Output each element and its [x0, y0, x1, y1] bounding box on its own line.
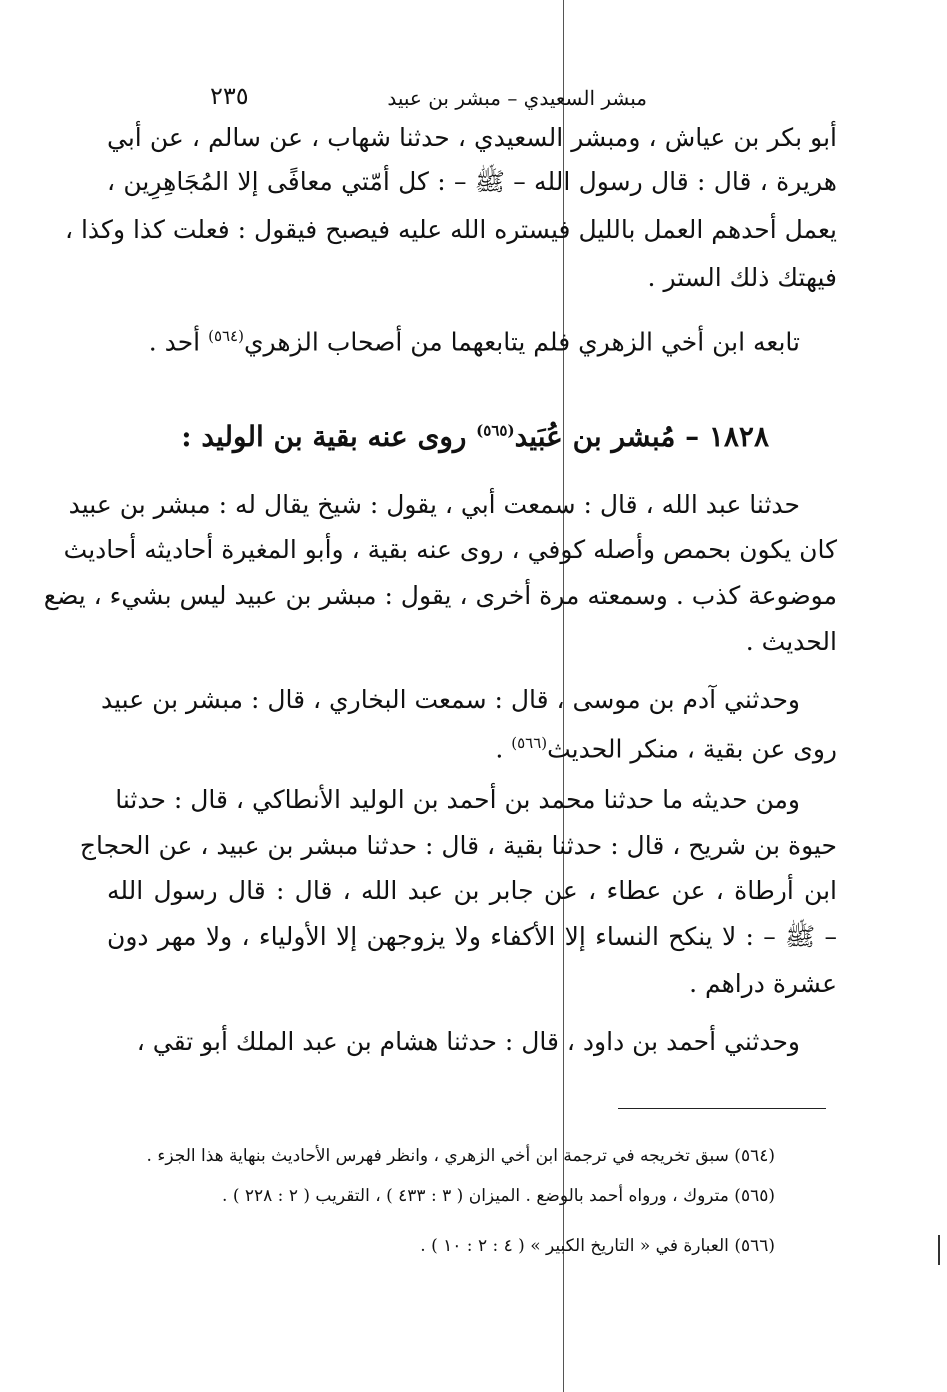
para4-text: روى عن بقية ، منكر الحديث [547, 734, 837, 764]
para3-line-3: موضوعة كذب . وسمعته مرة أخرى ، يقول : مبشر بن عبيد ليس بشيء ، يضع [43, 581, 837, 610]
para2-line [149, 316, 800, 362]
entry-heading [181, 420, 769, 453]
entry-dash: – [675, 420, 709, 453]
para1-line-1: أبو بكر بن عياش ، ومبشر السعيدي ، حدثنا شهاب ، عن سالم ، عن أبي [107, 123, 837, 152]
para4-line-1: وحدثني آدم بن موسى ، قال : سمعت البخاري ، قال : مبشر بن عبيد [101, 685, 800, 714]
footnote-ref-564: (٥٦٤) [208, 327, 244, 345]
para3-line-4: الحديث . [745, 627, 837, 656]
para4-line-2 [495, 723, 837, 769]
para5-line-5: عشرة دراهم . [689, 969, 837, 998]
running-title: مبشر السعيدي – مبشر بن عبيد [387, 86, 647, 110]
para3-line-2: كان يكون بحمص وأصله كوفي ، روى عنه بقية ، وأبو المغيرة أحاديثه أحاديث [63, 535, 837, 564]
para5-line-4: – ﷺ – : لا ينكح النساء إلا الأكفاء ولا يزوجهن إلا الأولياء ، ولا مهر دون [107, 922, 837, 951]
para2-text: تابعه ابن أخي الزهري فلم يتابعهما من أصحاب الزهري [243, 327, 800, 357]
scan-edge-mark [938, 1235, 940, 1265]
para1-line-3: يعمل أحدهم العمل بالليل فيستره الله عليه فيصبح فيقول : فعلت كذا وكذا ، [64, 215, 837, 244]
footnote-ref-565: (٥٦٥) [476, 421, 515, 440]
para1-line-4: فيهتك ذلك الستر . [647, 263, 837, 292]
footnote-565: (٥٦٥) متروك ، ورواه أحمد بالوضع . الميزان ( ٣ : ٤٣٣ ) ، التقريب ( ٢ : ٢٢٨ ) . [222, 1186, 775, 1206]
para5-line-1: ومن حديثه ما حدثنا محمد بن أحمد بن الوليد الأنطاكي ، قال : حدثنا [115, 785, 800, 814]
para5-line-3: ابن أرطاة ، عن عطاء ، عن جابر بن عبد الله ، قال : قال رسول الله [107, 876, 837, 905]
entry-name: مُبشر بن عُبَيد [514, 420, 676, 453]
para3-line-1: حدثنا عبد الله ، قال : سمعت أبي ، يقول : شيخ يقال له : مبشر بن عبيد [68, 490, 800, 519]
para5-line-2: حيوة بن شريح ، قال : حدثنا بقية ، قال : حدثنا مبشر بن عبيد ، عن الحجاج [79, 831, 837, 860]
para2-text-end: أحد . [148, 327, 209, 357]
para1-line-2: هريرة ، قال : قال رسول الله – ﷺ – : كل أمّتي معافًى إلا المُجَاهِرِين ، [107, 167, 837, 196]
page-number: ٢٣٥ [210, 82, 249, 110]
entry-number: ١٨٢٨ [708, 420, 769, 453]
para6-line: وحدثني أحمد بن داود ، قال : حدثنا هشام بن عبد الملك أبو تقي ، [136, 1027, 800, 1056]
para4-text-end: . [495, 734, 512, 764]
footnote-566: (٥٦٦) العبارة في « التاريخ الكبير » ( ٤ : ٢ : ١٠ ) . [420, 1236, 775, 1256]
entry-rest: روى عنه بقية بن الوليد : [181, 420, 477, 453]
footnote-ref-566: (٥٦٦) [511, 734, 548, 752]
footnote-564: (٥٦٤) سبق تخريجه في ترجمة ابن أخي الزهري ، وانظر فهرس الأحاديث بنهاية هذا الجزء . [146, 1146, 775, 1166]
footnote-separator [618, 1108, 826, 1109]
